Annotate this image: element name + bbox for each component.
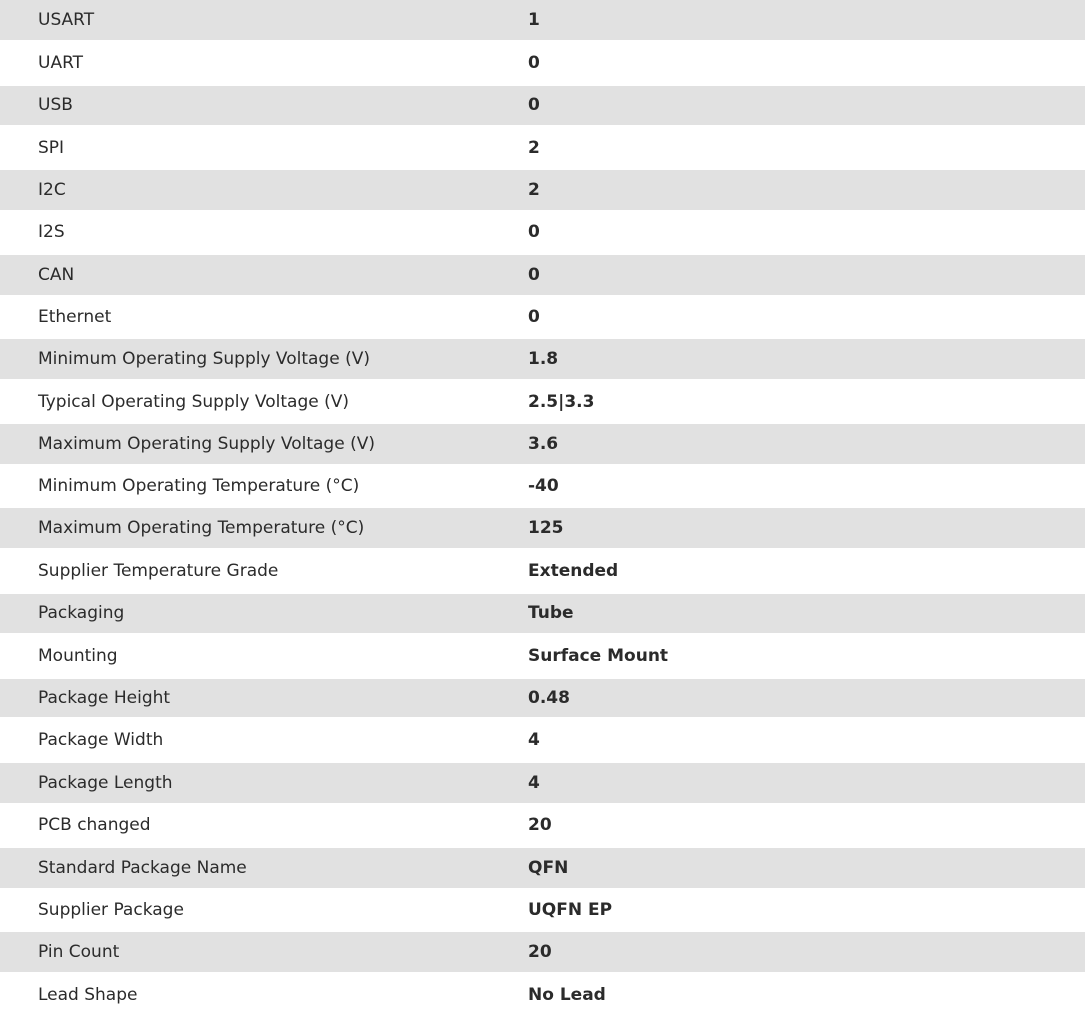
spec-value: QFN — [528, 857, 569, 878]
spec-value: 1.8 — [528, 349, 559, 370]
spec-label: PCB changed — [38, 815, 151, 836]
spec-label: Standard Package Name — [38, 857, 247, 878]
spec-label: Typical Operating Supply Voltage (V) — [38, 391, 349, 412]
spec-label: I2S — [38, 222, 65, 243]
spec-label: Supplier Temperature Grade — [38, 561, 279, 582]
spec-value: 2.5|3.3 — [528, 391, 595, 412]
spec-label: USART — [38, 9, 95, 30]
spec-value: Extended — [528, 561, 619, 582]
spec-value: 0 — [528, 52, 540, 73]
spec-value: Tube — [528, 603, 574, 624]
spec-row — [0, 803, 1085, 848]
spec-row — [0, 379, 1085, 424]
spec-label: Supplier Package — [38, 900, 184, 920]
spec-label: Lead Shape — [38, 984, 138, 1005]
spec-row — [0, 295, 1085, 340]
spec-row — [0, 548, 1085, 594]
spec-value: 3.6 — [528, 433, 559, 454]
spec-label: USB — [38, 95, 73, 116]
spec-label: I2C — [38, 180, 66, 201]
spec-value: 2 — [528, 180, 540, 201]
spec-row — [0, 339, 1085, 379]
spec-value: 20 — [528, 942, 552, 963]
spec-row — [0, 932, 1085, 972]
spec-row — [0, 40, 1085, 86]
spec-value: UQFN EP — [528, 900, 613, 920]
spec-value: 20 — [528, 815, 552, 836]
spec-row — [0, 86, 1085, 126]
spec-value: 0 — [528, 222, 540, 243]
spec-row — [0, 848, 1085, 888]
spec-label: Packaging — [38, 603, 125, 624]
spec-label: Minimum Operating Temperature (°C) — [38, 476, 360, 497]
spec-value: 0 — [528, 264, 540, 285]
spec-value: 0 — [528, 306, 540, 327]
spec-label: UART — [38, 52, 84, 73]
spec-value: 1 — [528, 9, 540, 30]
spec-label: Maximum Operating Supply Voltage (V) — [38, 433, 375, 454]
spec-row — [0, 717, 1085, 763]
spec-value: 0.48 — [528, 688, 570, 709]
spec-value: 4 — [528, 773, 540, 794]
spec-value: Surface Mount — [528, 645, 669, 666]
spec-row — [0, 170, 1085, 210]
spec-label: Package Height — [38, 688, 171, 709]
spec-row — [0, 888, 1085, 933]
spec-row — [0, 125, 1085, 170]
spec-row — [0, 210, 1085, 255]
spec-value: -40 — [528, 476, 559, 497]
spec-label: Ethernet — [38, 306, 112, 327]
spec-label: Mounting — [38, 645, 118, 666]
spec-row — [0, 679, 1085, 718]
spec-row — [0, 594, 1085, 633]
spec-label: Minimum Operating Supply Voltage (V) — [38, 349, 370, 370]
spec-label: CAN — [38, 264, 75, 285]
spec-value: No Lead — [528, 984, 606, 1005]
spec-label: Package Width — [38, 730, 164, 751]
spec-value: 125 — [528, 518, 564, 539]
spec-row — [0, 508, 1085, 548]
spec-label: SPI — [38, 137, 65, 158]
spec-row — [0, 763, 1085, 803]
spec-row — [0, 633, 1085, 679]
spec-label: Maximum Operating Temperature (°C) — [38, 518, 365, 539]
spec-label: Package Length — [38, 773, 173, 794]
spec-value: 2 — [528, 137, 540, 158]
spec-row — [0, 424, 1085, 464]
spec-row — [0, 972, 1085, 1017]
spec-value: 0 — [528, 95, 540, 116]
spec-row — [0, 0, 1085, 40]
spec-value: 4 — [528, 730, 540, 751]
spec-row — [0, 255, 1085, 295]
spec-row — [0, 464, 1085, 509]
spec-label: Pin Count — [38, 942, 120, 963]
